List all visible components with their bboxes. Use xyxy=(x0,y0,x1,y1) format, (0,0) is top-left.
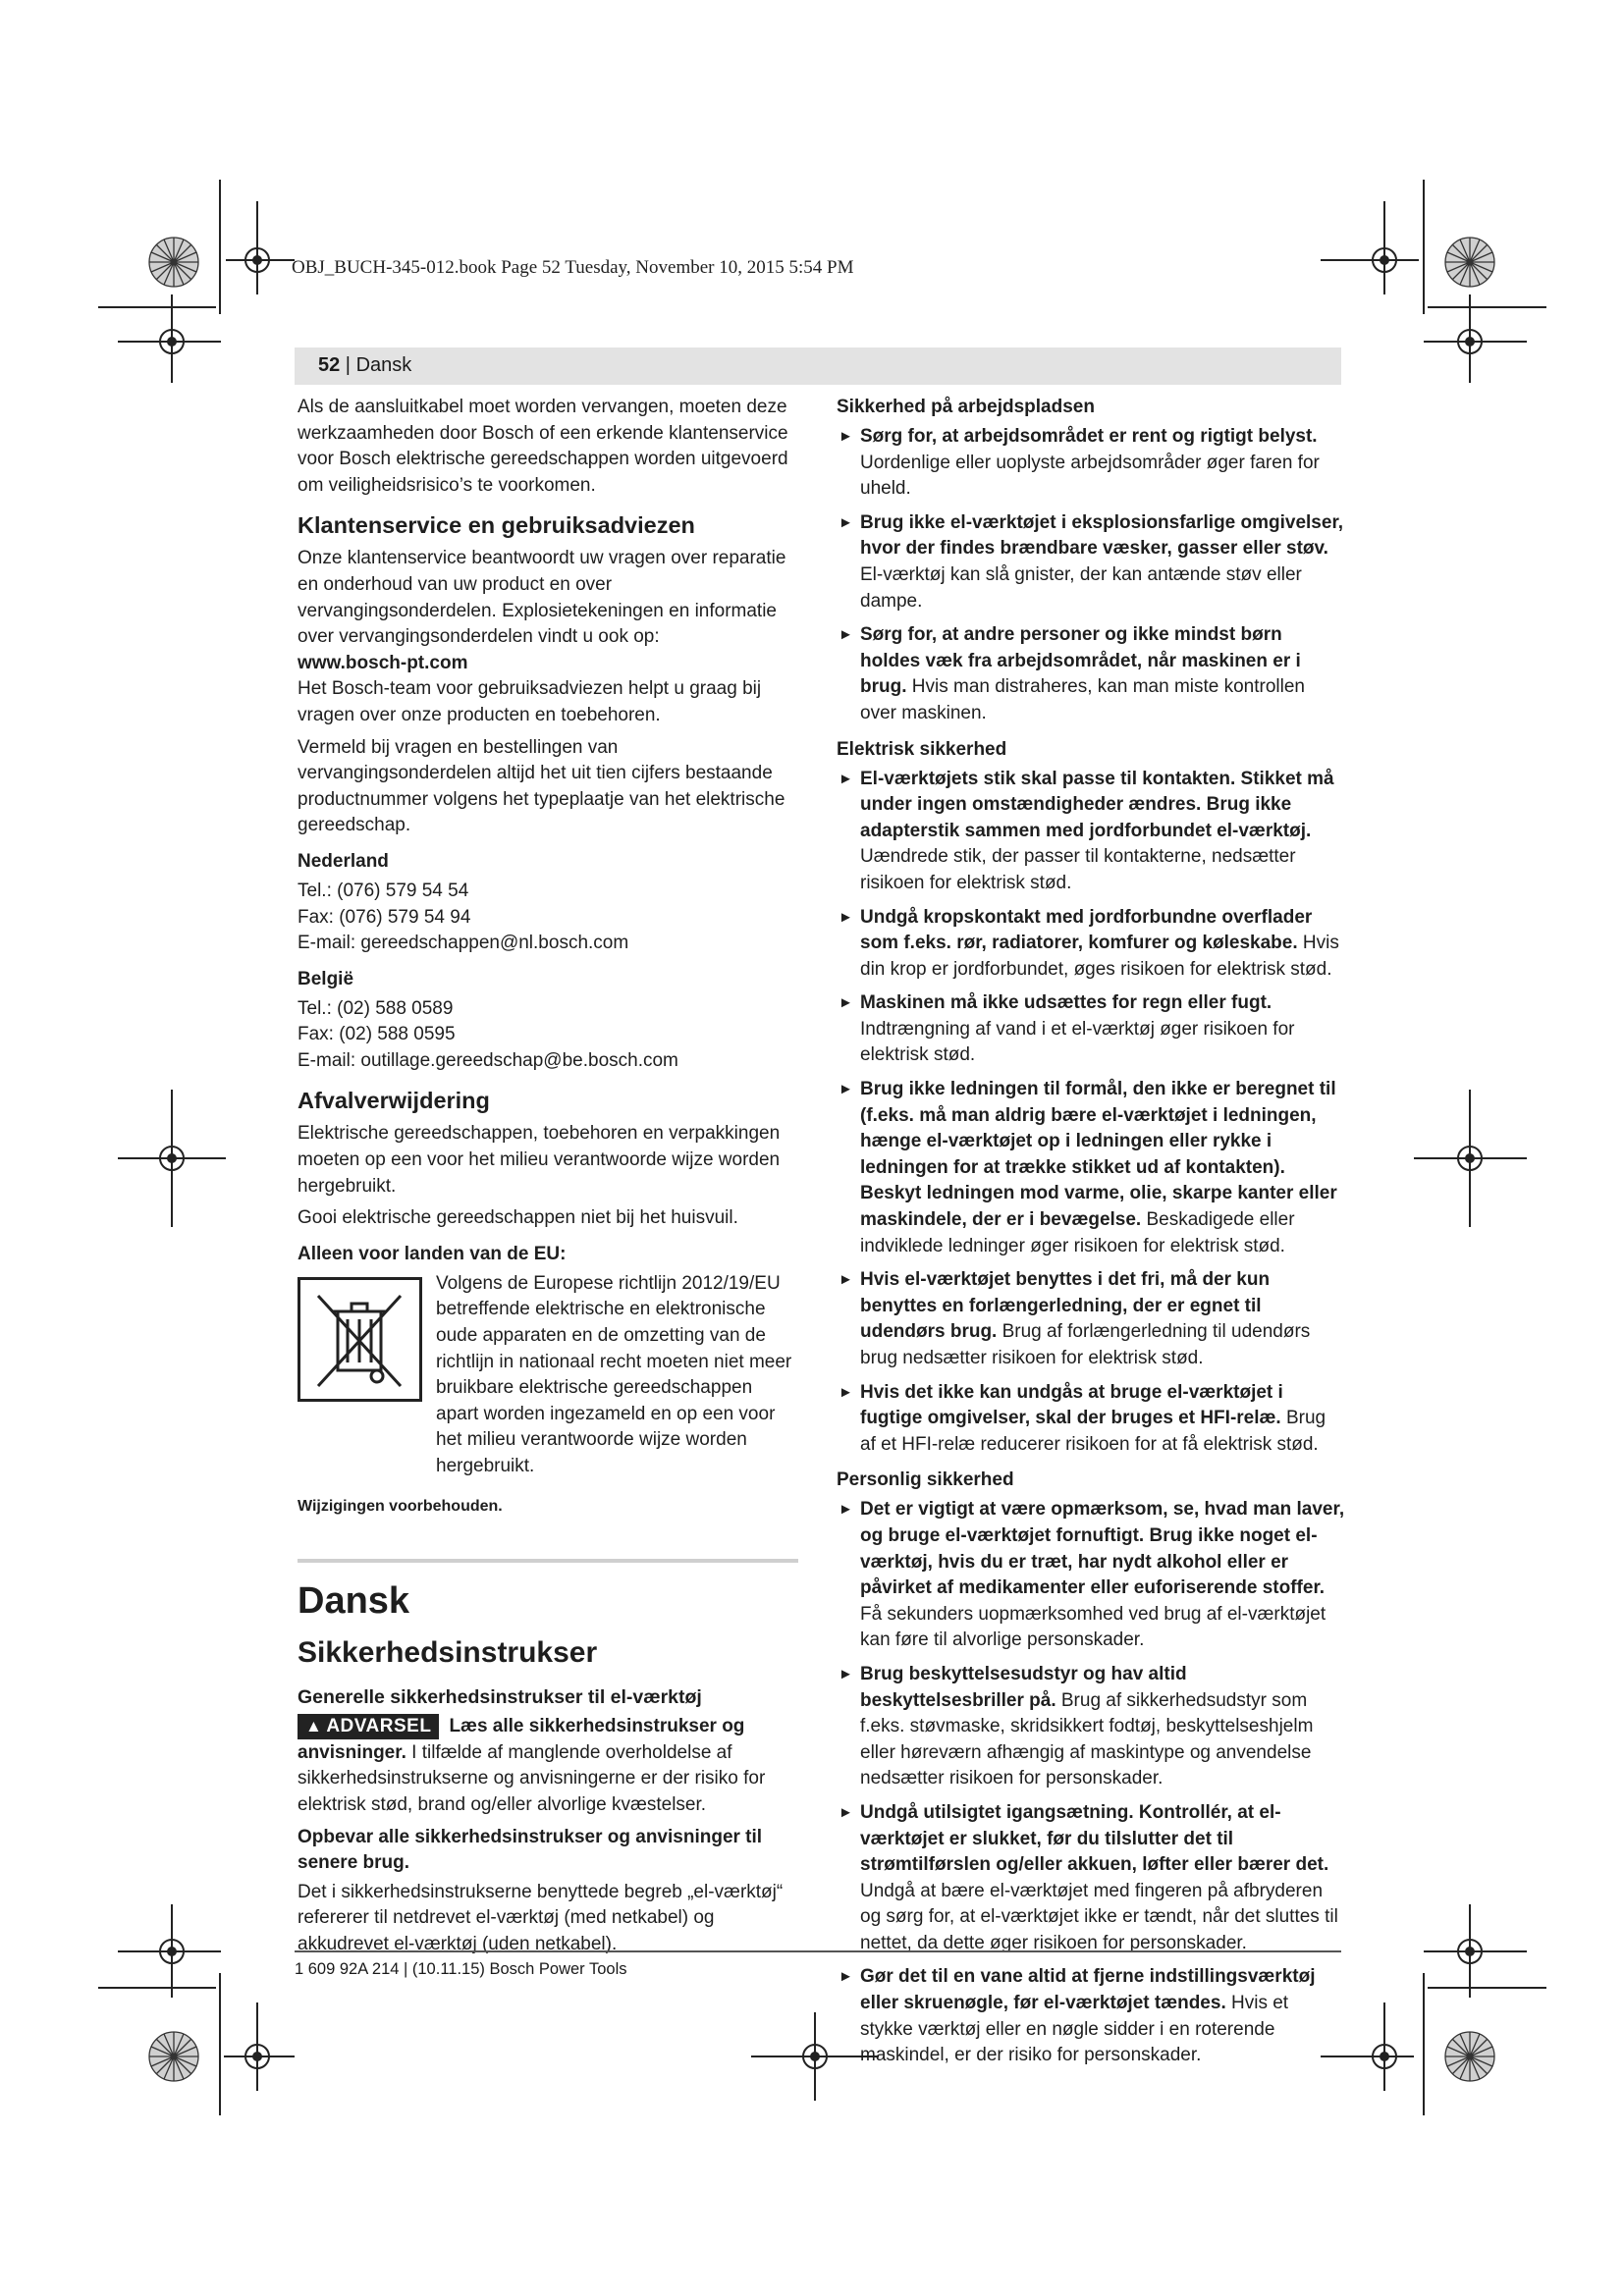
be-email[interactable]: E-mail: outillage.gereedschap@be.bosch.com xyxy=(298,1049,678,1071)
bullet-bold-text: Brug beskyttelsesudstyr og hav altid beskyttelsesbriller på. xyxy=(860,1663,1187,1711)
bullet-arrow-icon: ► xyxy=(839,1383,853,1401)
bullet-body-text: Brug af sikkerhedsudstyr som f.eks. støvmaske, skridsikkert fodtøj, beskyttelseshjelm eller høreværn afhængig af maskintype og anvendelse nedsætter risikoen for personskader. xyxy=(860,1689,1314,1789)
order-info-paragraph: Vermeld bij vragen en bestellingen van vervangingsonderdelen altijd het uit tien cijfers bestaande productnummer volgens het typeplaatje van het elektrische gereedschap. xyxy=(298,736,785,836)
bullet-bold-text: Brug ikke el-værktøjet i eksplosionsfarlige omgivelser, hvor der findes brændbare væsker, gasser eller støv. xyxy=(860,511,1344,560)
bullet-body-text: Brug af et HFI-relæ reducerer risikoen for at få elektrisk stød. xyxy=(860,1408,1326,1455)
advice-team-paragraph: Het Bosch-team voor gebruiksadviezen helpt u graag bij vragen over onze producten en toebehoren. xyxy=(298,678,762,725)
cable-replacement-paragraph: Als de aansluitkabel moet worden vervangen, moeten deze werkzaamheden door Bosch of een erkende klantenservice voor Bosch elektrische gereedschappen worden uitgevoerd om veiligheidsrisico’s te voorkomen. xyxy=(298,397,788,496)
be-phone: Tel.: (02) 588 0589 xyxy=(298,997,454,1019)
safety-bullet-item xyxy=(837,510,1345,614)
bullet-body-text: Få sekunders uopmærksomhed ved brug af el-værktøjet kan føre til alvorlige personskader. xyxy=(860,1603,1326,1651)
bullet-arrow-icon: ► xyxy=(839,626,853,644)
bullet-body-text: El-værktøj kan slå gnister, der kan antænde støv eller dampe. xyxy=(860,563,1302,612)
page-number: 52 xyxy=(318,354,341,376)
page-footer: 1 609 92A 214 | (10.11.15) Bosch Power Tools xyxy=(295,1950,1341,1979)
customer-service-heading: Klantenservice en gebruiksadviezen xyxy=(298,512,695,539)
page-section: Dansk xyxy=(355,354,412,376)
left-column xyxy=(298,395,798,1963)
power-tool-term-paragraph: Det i sikkerhedsinstrukserne benyttede begreb „el-værktøj“ refererer til netdrevet el-værktøj (med netkabel) og akkudrevet el-værktøj (uden netkabel). xyxy=(298,1881,784,1954)
bullet-bold-text: Det er vigtigt at være opmærksom, se, hvad man laver, og bruge el-værktøjet fornuftigt. Brug ikke noget el-værktøj, hvis du er træt, har nydt alkohol eller er påvirket af medikamenter eller euforiserende stoffer. xyxy=(860,1499,1345,1599)
bullet-arrow-icon: ► xyxy=(839,1271,853,1289)
general-safety-heading: Generelle sikkerhedsinstrukser til el-værktøj xyxy=(298,1686,702,1709)
waste-disposal-heading: Afvalverwijdering xyxy=(298,1088,490,1114)
bullet-bold-text: Hvis det ikke kan undgås at bruge el-værktøjet i fugtige omgivelser, skal der bruges et HFI-relæ. xyxy=(860,1381,1283,1429)
keep-instructions-heading: Opbevar alle sikkerhedsinstrukser og anvisninger til senere brug. xyxy=(298,1826,763,1873)
safety-bullet-item xyxy=(837,1077,1345,1259)
page-number-label: 52 | Dansk xyxy=(318,354,412,376)
safety-bullet-item xyxy=(837,905,1345,984)
language-title: Dansk xyxy=(298,1580,410,1623)
bullet-body-text: Hvis man distraheres, kan man miste kontrollen over maskinen. xyxy=(860,676,1305,723)
electrical-safety-heading: Elektrisk sikkerhed xyxy=(837,738,1007,760)
bullet-bold-text: Hvis el-værktøjet benyttes i det fri, må der kun benyttes en forlængerledning, der er egnet til udendørs brug. xyxy=(860,1269,1271,1343)
page-header-bar xyxy=(295,347,1341,385)
weee-block xyxy=(298,1271,798,1480)
bullet-bold-text: Undgå kropskontakt med jordforbundne overflader som f.eks. rør, radiatorer, komfurer og køleskabe. xyxy=(860,906,1313,954)
safety-bullet-item xyxy=(837,1800,1345,1957)
waste-paragraph-1: Elektrische gereedschappen, toebehoren en verpakkingen moeten op een voor het milieu verantwoorde wijze worden hergebruikt. xyxy=(298,1123,781,1197)
eu-only-heading: Alleen voor landen van de EU: xyxy=(298,1243,567,1264)
safety-bullet-item xyxy=(837,767,1345,897)
belgium-contact xyxy=(298,996,798,1075)
bullet-arrow-icon: ► xyxy=(839,770,853,787)
safety-bullet-item xyxy=(837,990,1345,1069)
bullet-body-text: Uændrede stik, der passer til kontakterne, nedsætter risikoen for elektrisk stød. xyxy=(860,846,1296,893)
safety-bullet-item xyxy=(837,424,1345,503)
bullet-body-text: Hvis et stykke værktøj eller en nøgle sidder i en roterende maskindel, er der risiko for personskader. xyxy=(860,1993,1289,2066)
bullet-arrow-icon: ► xyxy=(839,908,853,926)
waste-paragraph-2: Gooi elektrische gereedschappen niet bij het huisvuil. xyxy=(298,1207,738,1229)
bullet-body-text: Beskadigede eller indviklede ledninger øger risikoen for elektrisk stød. xyxy=(860,1209,1295,1256)
changes-reserved-note: Wijzigingen voorbehouden. xyxy=(298,1497,503,1515)
safety-bullet-item xyxy=(837,622,1345,726)
bullet-bold-text: Gør det til en vane altid at fjerne indstillingsværktøj eller skruenøgle, før el-værktøjet tændes. xyxy=(860,1966,1316,2014)
bullet-body-text: Undgå at bære el-værktøjet med fingeren på afbryderen og sørg for, at el-værktøjet ikke er tændt, når det sluttes til nettet, da dette øger risikoen for personskader. xyxy=(860,1880,1338,1953)
bullet-bold-text: Maskinen må ikke udsættes for regn eller fugt. xyxy=(860,992,1272,1014)
warning-body-text: I tilfælde af manglende overholdelse af sikkerhedsinstrukserne og anvisningerne er der risiko for elektrisk stød, brand og/eller alvorlige kvæstelser. xyxy=(298,1741,766,1815)
bullet-arrow-icon: ► xyxy=(839,1081,853,1098)
safety-bullet-item xyxy=(837,1267,1345,1371)
be-fax: Fax: (02) 588 0595 xyxy=(298,1024,456,1045)
netherlands-contact xyxy=(298,879,798,957)
bullet-body-text: Indtrængning af vand i et el-værktøj øger risikoen for elektrisk stød. xyxy=(860,1018,1295,1066)
bullet-arrow-icon: ► xyxy=(839,1665,853,1682)
warning-badge-label: ADVARSEL xyxy=(326,1716,432,1737)
bullet-body-text: Brug af forlængerledning til udendørs brug nedsætter risikoen for elektrisk stød. xyxy=(860,1321,1311,1368)
warning-triangle-icon: ▲ xyxy=(305,1717,323,1736)
safety-bullet-item xyxy=(837,1497,1345,1654)
safety-bullet-item xyxy=(837,1964,1345,2068)
customer-service-paragraph: Onze klantenservice beantwoordt uw vragen over reparatie en onderhoud van uw product en over vervangingsonderdelen. Explosietekeningen en informatie over vervangingsonderdelen vindt u ook op: xyxy=(298,548,786,648)
workplace-safety-heading: Sikkerhed på arbejdspladsen xyxy=(837,397,1095,417)
bullet-body-text: Hvis din krop er jordforbundet, øges risikoen for elektrisk stød. xyxy=(860,933,1339,980)
workplace-list xyxy=(837,424,1345,727)
crossed-bin-icon xyxy=(298,1277,422,1402)
bullet-arrow-icon: ► xyxy=(839,1968,853,1986)
bullet-arrow-icon: ► xyxy=(839,513,853,531)
nl-fax: Fax: (076) 579 54 94 xyxy=(298,906,471,928)
warning-bold-text: Læs alle sikkerhedsinstrukser og anvisninger. xyxy=(298,1716,745,1763)
netherlands-heading: Nederland xyxy=(298,850,389,872)
warning-paragraph xyxy=(298,1714,798,1818)
personal-list xyxy=(837,1497,1345,2068)
bullet-arrow-icon: ► xyxy=(839,994,853,1012)
bullet-arrow-icon: ► xyxy=(839,1803,853,1821)
bullet-bold-text: El-værktøjets stik skal passe til kontakten. Stikket må under ingen omstændigheder ændres. Brug ikke adapterstik sammen med jordforbundet el-værktøj. xyxy=(860,768,1334,841)
right-column xyxy=(837,395,1345,2077)
section-divider xyxy=(298,1559,798,1563)
bosch-website-link[interactable]: www.bosch-pt.com xyxy=(298,652,468,673)
safety-bullet-item xyxy=(837,1380,1345,1459)
bullet-bold-text: Undgå utilsigtet igangsætning. Kontrollér, at el-værktøjet er slukket, før du tilslutter det til strømtilførslen og/eller akkuen, løfter eller bærer det. xyxy=(860,1801,1329,1876)
electrical-list xyxy=(837,767,1345,1459)
book-file-header: OBJ_BUCH-345-012.book Page 52 Tuesday, November 10, 2015 5:54 PM xyxy=(292,257,854,278)
bullet-bold-text: Brug ikke ledningen til formål, den ikke er beregnet til (f.eks. må man aldrig bære el-værktøjet i ledningen, hænge el-værktøjet op i ledningen eller rykke i ledningen for at trække stikket ud af kontakten). Beskyt ledningen mod varme, olie, skarpe kanter eller maskindele, der er i bevægelse. xyxy=(860,1079,1337,1231)
bullet-arrow-icon: ► xyxy=(839,1501,853,1519)
safety-title: Sikkerhedsinstrukser xyxy=(298,1636,598,1670)
personal-safety-heading: Personlig sikkerhed xyxy=(837,1469,1014,1491)
bullet-arrow-icon: ► xyxy=(839,428,853,445)
bullet-bold-text: Sørg for, at arbejdsområdet er rent og rigtigt belyst. xyxy=(860,426,1318,447)
weee-directive-text: Volgens de Europese richtlijn 2012/19/EU betreffende elektrische en elektronische oude apparaten en de omzetting van de richtlijn in nationaal recht moeten niet meer bruikbare elektrische gereedschappen apart worden ingezameld en op een voor het milieu verantwoorde wijze worden hergebruikt. xyxy=(436,1272,792,1476)
safety-bullet-item xyxy=(837,1662,1345,1792)
bullet-bold-text: Sørg for, at andre personer og ikke mindst børn holdes væk fra arbejdsområdet, når maskinen er i brug. xyxy=(860,624,1301,698)
nl-phone: Tel.: (076) 579 54 54 xyxy=(298,880,469,901)
nl-email[interactable]: E-mail: gereedschappen@nl.bosch.com xyxy=(298,933,629,954)
belgium-heading: België xyxy=(298,968,354,989)
bullet-body-text: Uordenlige eller uoplyste arbejdsområder øger faren for uheld. xyxy=(860,452,1320,500)
warning-badge xyxy=(298,1714,439,1739)
